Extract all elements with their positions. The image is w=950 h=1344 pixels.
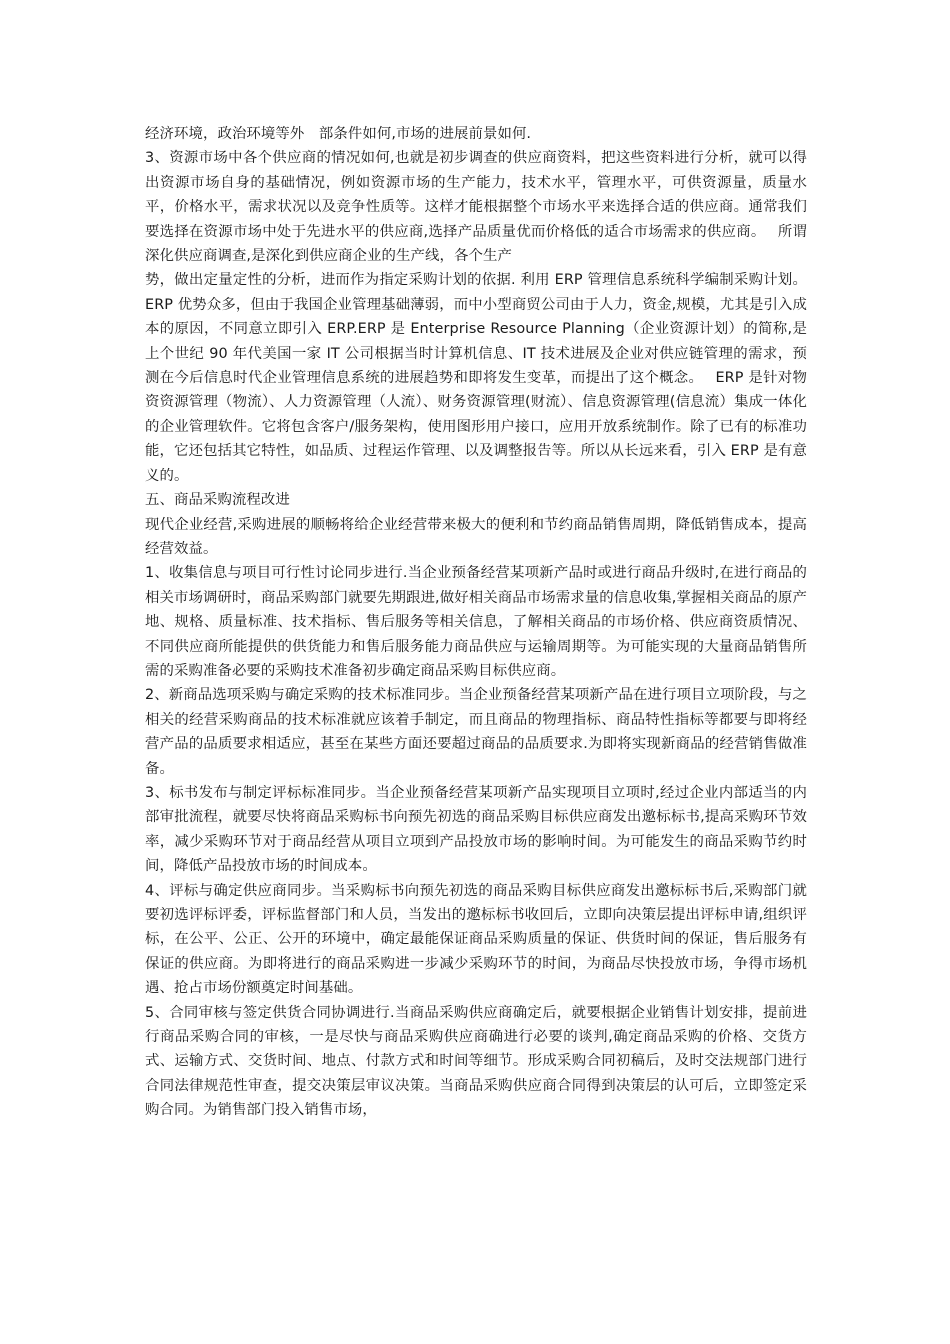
document-body xyxy=(145,122,807,1123)
section-heading-procurement: 五、商品采购流程改进 xyxy=(145,492,290,509)
paragraph-procurement-intro: 现代企业经营,采购进展的顺畅将给企业经营带来极大的便利和节约商品销售周期，降低销售成本，提高经营效益。 xyxy=(145,516,807,557)
paragraph-step-4: 4、评标与确定供应商同步。当采购标书向预先初选的商品采购目标供应商发出邀标标书后,采购部门就要初选评标评委，评标监督部门和人员，当发出的邀标标书收回后，立即向决策层提出评标申请,组织评标，在公平、公正、公开的环境中，确定最能保证商品采购质量的保证、供货时间的保证，售后服务有保证的供应商。为即将进行的商品采购进一步减少采购环节的时间，为商品尽快投放市场，争得市场机遇、抢占市场份额奠定时间基础。 xyxy=(145,882,807,997)
paragraph-step-3: 3、标书发布与制定评标标准同步。当企业预备经营某项新产品实现项目立项时,经过企业内部适当的内部审批流程，就要尽快将商品采购标书向预先初选的商品采购目标供应商发出邀标标书,提高采购环节效率，减少采购环节对于商品经营从项目立项到产品投放市场的影响时间。为可能发生的商品采购节约时间，降低产品投放市场的时间成本。 xyxy=(145,784,807,875)
paragraph-intro-fragment: 经济环境，政治环境等外 部条件如何,市场的进展前景如何. xyxy=(145,126,532,142)
paragraph-step-1: 1、收集信息与项目可行性讨论同步进行.当企业预备经营某项新产品时或进行商品升级时,在进行商品的相关市场调研时，商品采购部门就要先期跟进,做好相关商品市场需求量的信息收集,掌握相关商品的原产地、规格、质量标准、技术指标、售后服务等相关信息，了解相关商品的市场价格、供应商资质情况、不同供应商所能提供的供货能力和售后服务能力商品供应与运输周期等。为可能实现的大量商品销售所需的采购准备必要的采购技术准备初步确定商品采购目标供应商。 xyxy=(145,565,807,679)
paragraph-step-5: 5、合同审核与签定供货合同协调进行.当商品采购供应商确定后，就要根据企业销售计划安排，提前进行商品采购合同的审核，一是尽快与商品采购供应商确进行必要的谈判,确定商品采购的价格、交货方式、运输方式、交货时间、地点、付款方式和时间等细节。形成采购合同初稿后，及时交法规部门进行合同法律规范性审查，提交决策层审议决策。当商品采购供应商合同得到决策层的认可后，立即签定采购合同。为销售部门投入销售市场， xyxy=(145,1004,807,1119)
paragraph-erp: 势，做出定量定性的分析，进而作为指定采购计划的依据. 利用 ERP 管理信息系统科学编制采购计划。ERP 优势众多，但由于我国企业管理基础薄弱，而中小型商贸公司由于人力，资金,规模，尤其是引入成本的原因，不同意立即引入 ERP.ERP 是 Enterprise Resource Planning（企业资源计划）的简称,是上个世纪 90 年代美国一家 IT 公司根据当时计算机信息、IT 技术进展及企业对供应链管理的需求，预测在今后信息时代企业管理信息系统的进展趋势和即将发生变革，而提出了这个概念。 ERP 是针对物资资源管理（物流）、人力资源管理（人流）、财务资源管理(财流）、信息资源管理(信息流）集成一体化的企业管理软件。它将包含客户/服务架构，使用图形用户接口，应用开放系统制作。除了已有的标准功能，它还包括其它特性，如品质、过程运作管理、以及调整报告等。所以从长远来看，引入 ERP 是有意义的。 xyxy=(145,272,807,484)
paragraph-supplier-survey: 3、资源市场中各个供应商的情况如何,也就是初步调查的供应商资料，把这些资料进行分析，就可以得出资源市场自身的基础情况，例如资源市场的生产能力，技术水平，管理水平，可供资源量，质量水平，价格水平，需求状况以及竞争性质等。这样才能根据整个市场水平来选择合适的供应商。通常我们要选择在资源市场中处于先进水平的供应商,选择产品质量优而价格低的适合市场需求的供应商。 所谓深化供应商调查,是深化到供应商企业的生产线，各个生产 xyxy=(145,150,807,265)
paragraph-step-2: 2、新商品选项采购与确定采购的技术标准同步。当企业预备经营某项新产品在进行项目立项阶段，与之相关的经营采购商品的技术标准就应该着手制定，而且商品的物理指标、商品特性指标等都要与即将经营产品的品质要求相适应，甚至在某些方面还要超过商品的品质要求.为即将实现新商品的经营销售做准备。 xyxy=(145,687,807,777)
